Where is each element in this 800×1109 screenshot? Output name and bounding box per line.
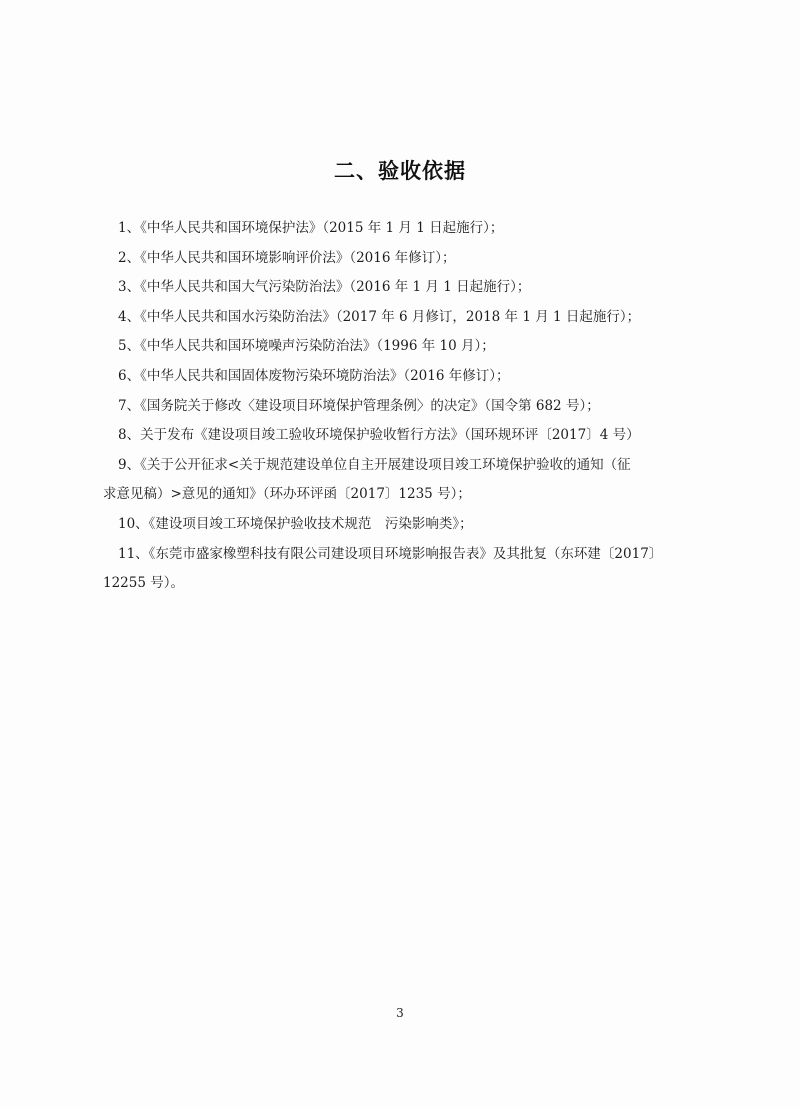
list-item [103, 451, 718, 510]
section-title: 二、验收依据 [334, 159, 466, 183]
item-text-continuation: 求意见稿）>意见的通知》（环办环评函〔2017〕1235 号）； [103, 486, 471, 503]
list-item [118, 214, 718, 244]
item-text: 3、《中华人民共和国大气污染防治法》（2016 年 1 月 1 日起施行）； [118, 279, 531, 296]
list-item [118, 332, 718, 362]
item-text: 4、《中华人民共和国水污染防治法》（2017 年 6 月修订，2018 年 1 月 1 日起施行）； [118, 308, 641, 325]
page-number: 3 [396, 1006, 404, 1020]
list-item [118, 303, 718, 333]
list-item [118, 244, 718, 274]
list-item [118, 510, 718, 540]
item-text: 7、《国务院关于修改〈建设项目环境保护管理条例〉的决定》（国令第 682 号）； [118, 397, 600, 414]
list-item [118, 392, 718, 422]
list-item [118, 421, 718, 451]
item-text: 8、关于发布《建设项目竣工验收环境保护验收暂行方法》（国环规环评〔2017〕4 号） [118, 427, 640, 444]
item-text: 6、《中华人民共和国固体废物污染环境防治法》（2016 年修订）； [118, 367, 510, 384]
item-text: 9、《关于公开征求<关于规范建设单位自主开展建设项目竣工环境保护验收的通知（征 [118, 456, 631, 473]
item-text: 10、《建设项目竣工环境保护验收技术规范 污染影响类》； [118, 515, 473, 532]
item-text: 1、《中华人民共和国环境保护法》（2015 年 1 月 1 日起施行）； [118, 220, 504, 236]
list-item [103, 540, 718, 599]
list-item [118, 362, 718, 392]
item-text-continuation: 12255 号）。 [103, 575, 184, 592]
item-text: 11、《东莞市盛家橡塑科技有限公司建设项目环境影响报告表》及其批复（东环建〔2017〕 [118, 545, 663, 562]
list-item [118, 273, 718, 303]
item-text: 5、《中华人民共和国环境噪声污染防治法》（1996 年 10 月）； [118, 338, 495, 355]
item-text: 2、《中华人民共和国环境影响评价法》（2016 年修订）； [118, 249, 456, 266]
reference-list [103, 214, 718, 599]
